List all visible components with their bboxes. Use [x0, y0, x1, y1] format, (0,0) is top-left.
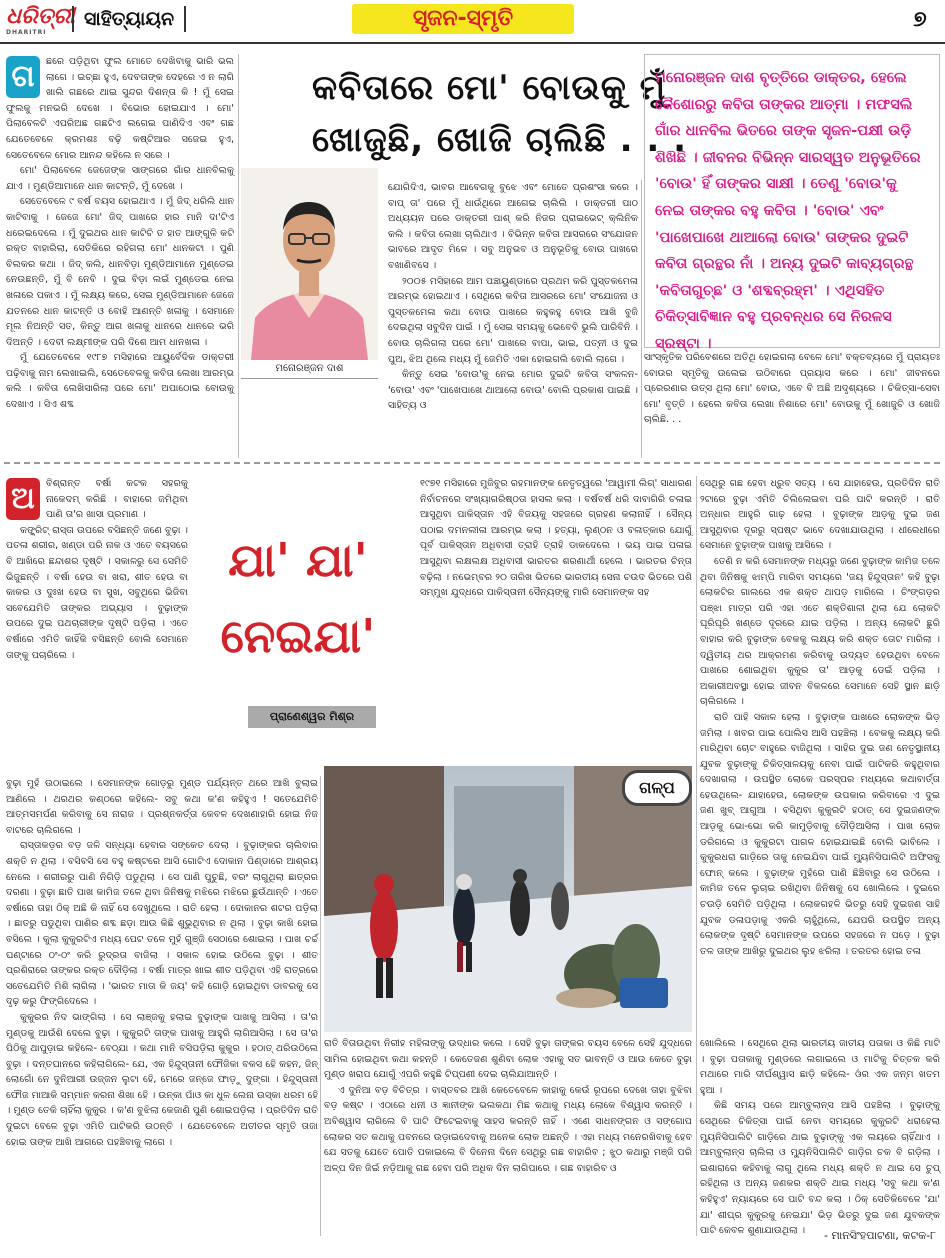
article2-paragraph: ରାତି ପାହି ସକାଳ ହେଲା । ବୁଢ଼ାଙ୍କ ପାଖରେ ଲୋକଙ୍କ ଭିଡ଼ ଜମିଲା । ଖବର ପାଇ ପୋଲିସ ଆସି ପହଞ୍ଚିଲା । ବେକକୁ ଲକ୍ଷ୍ୟ କରି ମାରିଥିବା ଚୋଟ ବାହୁରେ ବାଜିଥିଲା । ସାହିର ଦୁଇ ଜଣ ନେତୃସ୍ଥାନୀୟ ଯୁବକ ବୁଢ଼ାଙ୍କୁ ଚିକିତ୍ସାଳୟକୁ ନେବା ପାଇଁ ପାଟିକରି କହୁଥିବାର ଦେଖାଗଲା । ଉପସ୍ଥିତ ଲୋକେ ପରସ୍ପର ମଧ୍ୟରେ କଥାବାର୍ତ୍ତା ହେଉଥିଲେ- ଯାହାହେଉ, ଲୋକଙ୍କ ଉପକାର କରିବାରେ ଏ ଦୁଇ ଜଣ ଖୁବ୍ ଆଗୁଆ । ବସିଥିବା କୁକୁରଟି ହଠାତ୍ ସେ ଦୁଇଜଣଙ୍କ ଆଡ଼କୁ ଭୋ-ଭୋ କରି କାମୁଡ଼ିବାକୁ ଦୌଡ଼ିଆସିଲା । ପାଖ ଲୋକ ଡରିଗଲେ ଓ କୁକୁରଟା ପାଗଳ ହୋଇଯାଇଛି ବୋଲି ଭାବିଲେ । କୁକୁରଧରା ଗାଡ଼ିରେ ତାକୁ ନେଇଯିବା ପାଇଁ ମ୍ୟୁନିସିପାଲିଟି ଅଫିସକୁ ଫୋନ୍ କଲେ । ବୁଢ଼ାଙ୍କ ମୁହଁରେ ପାଣି ଛିଞ୍ଚିବାରୁ ସେ ଉଠିଲେ । କାମିଜ ତଳେ ଲୁଚାଇ ରଖିଥିବା ଜିନିଷକୁ ସେ ଖୋଲିଲେ । ଦୁଇରେ ଚଉଡ଼ି ସେମିତି ପଡ଼ିଥିଲା । ଲୋକଗହଳି ଭିତରୁ ସେହି ଦୁଇଜଣ ସାହି ଯୁବକ ଡଳାପଡ଼ାକୁ ଏକରି ଚାହୁଁଥିଲେ, ଯେପରି ଉପସ୍ଥିତ ଅନ୍ୟ ଲୋକଙ୍କ ଦୃଷ୍ଟି ସେମାନଙ୍କ ଉପରେ ସହଜରେ ନ ପଡ଼େ । ବୁଢ଼ା ତଳ ତାଙ୍କ ଆଖିରୁ ଦୁଇଥର ଲୁହ ଝରିଲା । ତରତର ହୋଇ ତଳା [700, 711, 940, 957]
article2-paragraph: ଖୋଲିଲେ । ସେଥିରେ ଥିଲା ଭାରତୀୟ ଜାତୀୟ ପତାକା ଓ କିଛି ମାଟି । ବୁଢ଼ା ପତାକାକୁ ମୁଣ୍ଡରେ ଲଗାଇଲେ ଓ ମାଟିକୁ ଚିତ୍ତକ କରି ମଥାରେ ମାରି ଦୀର୍ଘଶ୍ୱାସ ଛାଡ଼ି କହିଲେ- ଓଁର ଏକ ଜନ୍ମ ଖତମ ହୁଆ । [700, 1038, 940, 1096]
column-rule [696, 476, 697, 1236]
author-photo-caption: ମନୋରଞ୍ଜନ ଦାଶ [241, 360, 378, 379]
article2-column-2-bottom [324, 1036, 692, 1226]
article1-paragraph: ୨୦୦୫ ମସିହାରେ ଆମ ପଞ୍ଚାୟୁଣ୍ଡାରେ ପ୍ରଥମ କରି ପୁସ୍ତକମେଳା ଆରମ୍ଭ ହୋଇଥାଏ । ସେଥିରେ କବିତା ଆସରରେ ମୋ' ସଂଯୋଜନା ଓ ପୁସ୍ତକମେଳା କଥା ବୋଉ ପାଖରେ କହୁକହୁ ବୋଉ ଆଖି ବୁଜି ଦେଇଥିଲା ସବୁଦିନ ପାଇଁ । ମୁଁ ସେଇ ସମୟକୁ ଭେବେବି ଭୁଲି ପାରିବିନି । ବୋଉ ଚାଲିଗଲା ପରେ ମୋ' ପାଖରେ ବାପା, ଭାଇ, ପତ୍ନୀ ଓ ଦୁଇ ପୁଅ, ଝିଅ ଥିଲେ ମଧ୍ୟ ମୁଁ ଜେମିତି ଏକା ହୋଇଗଲି ବୋଲି ଲାଗେ । [388, 275, 638, 365]
article1-drop-cap: ଗ [6, 56, 40, 98]
page-number: ୭ [913, 7, 927, 32]
newspaper-logo: ଧରିତ୍ରୀ DHARITRI [6, 4, 75, 36]
article1-column-3 [644, 350, 940, 458]
article2-drop-cap: ଅ [6, 478, 40, 520]
article2-column-2 [420, 476, 692, 760]
article1-pull-quote: ମନୋରଞ୍ଜନ ଦାଶ ବୃତ୍ତିରେ ଡାକ୍ତର, ହେଲେ କୈଶୋରରୁ କବିତା ତାଙ୍କର ଆତ୍ମା । ମଫସଲି ଗାଁର ଧାନବିଲ ଭିତରେ ତାଙ୍କ ସୃଜନ-ପକ୍ଷୀ ଉଡ଼ି ଶିଖିଛି । ଜୀବନର ବିଭିନ୍ନ ସାରସ୍ୱତ ଅନୁଭୂତିରେ 'ବୋଉ' ହିଁ ତାଙ୍କର ସାକ୍ଷୀ । ତେଣୁ 'ବୋଉ'କୁ ନେଇ ତାଙ୍କର ବହୁ କବିତା । 'ବୋଉ' ଏବଂ 'ପାଖେପାଖେ ଥାଆଲୋ ବୋଉ' ତାଙ୍କର ଦୁଇଟି କବିତା ଗ୍ରନ୍ଥର ନାଁ । ଅନ୍ୟ ଦୁଇଟି କାବ୍ୟଗ୍ରନ୍ଥ 'କବିତାଗୁଚ୍ଛ' ଓ 'ଶବ୍ଦବ୍ରହ୍ମ' । ଏଥିସହିତ ଚିକିତ୍ସାବିଜ୍ଞାନ ବହୁ ପ୍ରବନ୍ଧର ସେ ନିରଳସ ସ୍ରଷ୍ଟା । [644, 54, 940, 348]
article1-paragraph: ଛରେ ପଡ଼ିଥିବା ଫୁଲ ମୋତେ ଦେଖିବାକୁ ଭାରି ଭଲ ଲାଗେ । ଇଚ୍ଛା ହୁଏ, ଦେବତାଙ୍କ ଦେହରେ ଏ ନ ଲାଗି ଖାଲି ଗଛରେ ଥାଇ ସୁନ୍ଦର ଦିଶନ୍ତା କି ! ମୁଁ ସେଇ ଫୁଲକୁ ମନଭରି ଦେଖେ । ବିଭୋର ହୋଇଯାଏ । ମୋ' ପିଲାବେଳଟି ଏପରିଅଛ ଗଛଟିଏ ଲଗେଇ ପାଣିଦିଏ ଏବଂ ଗଛ ଯେତେବେଳେ କ୍ରମଶଃ ବଢ଼ି କଷ୍ଟିଆର ସଜେଇ ହୁଏ, ସେତେବେଳେ ମୋର ଆନନ୍ଦ କହିଲେ ନ ସରେ । [6, 56, 234, 161]
article2-paragraph: କିଛି ସମୟ ପରେ ଆମ୍ବୁଲାନ୍ସ ଆସି ପହଞ୍ଚିଲା । ବୁଢ଼ାଙ୍କୁ ସେଥିରେ ଚିକିତ୍ସା ପାଇଁ ନେବା ସମୟରେ କୁକୁରଟି ଧରାହେଲା ମ୍ୟୁନିସିପାଲିଟି ଗାଡ଼ିରେ ଥାଇ ବୁଢ଼ାଙ୍କୁ ଏକ ଲୟରେ ଚାହିଁଥାଏ । ଆମ୍ବୁଲାନ୍ସ ଚାଲିଲା ଓ ମ୍ୟୁନିସିପାଲିଟି ଗାଡ଼ିର ଚକ ବି ଗଡ଼ିଲା । ଇଶାରାରେ କହିବାକୁ ଲାଗୁ ଥିଲେ ମଧ୍ୟ ଶକ୍ତି ନ ଥାଇ ସେ ଚୁପ୍ ରହିଥିଲା ଓ ଅନ୍ୟ ଜଣକର ଶକ୍ତି ଥାଇ ମଧ୍ୟ 'ସବୁ କଥା କ'ଣ କହିହୁଏ' ନ୍ୟାୟରେ ସେ ପାଟି ବନ୍ଦ କଲା । ଠିକ୍ ସେତିକିବେଳେ 'ଯା' ଯା' ଶୀଘ୍ର କୁକୁରକୁ ନେଇଯା' ଭିଡ଼ ଭିତରୁ ଦୁଇ ଜଣ ଯୁବକଙ୍କ ପାଟି କେବଳ ଶୁଣାଯାଉଥିଲା । [700, 1100, 940, 1237]
author-photo [241, 168, 378, 360]
article1-paragraph: ମୁଁ ଯେତେବେଳେ ୧୯୮୭ ମସିହାରେ ଆୟୁର୍ବେଦିକ ଡାକ୍ତରୀ ପଢ଼ିବାକୁ ନାମ ଲେଖାଇଲି, ସେତେବେଳକୁ କବିତା ଲେଖା ଆରମ୍ଭ କଲି । କବିତା ଲେଖିସାରିଲା ପରେ ମୋ' ଅପାଠୋଇ ବୋଉକୁ ଦେଖାଏ । ସିଏ ଶବ୍ଦ [6, 352, 234, 411]
column-rule [641, 180, 642, 458]
article2-paragraph: କୁକୁରର ନିଦ ଭାଙ୍ଗିଲା । ସେ ଲାଞ୍ଜକୁ ହଲାଇ ବୁଢ଼ାଙ୍କ ପାଖକୁ ଆସିଲା । ତା'ର ମୁଣ୍ଡକୁ ଆଉଁଶି ଦେଲେ ବୁଢ଼ା । କୁକୁରଟି ତାଙ୍କ ପାଖକୁ ଆହୁରି ଲାଗିଆସିଲା । ସେ ତା'ର ପିଠିକୁ ଥାପୁଡ଼ାଇ କହିଲେ- ବେଠ୍‌ଯା । କଥା ମାନି ବସିପଡ଼ିଲା କୁକୁର । ହଠାତ୍ ଥରିଉଠିଲେ ବୁଢ଼ା । ଦନ୍ତଘାନରେ କହିଲାଗିଲେ- ଯେ, ଏକ ହିନ୍ଦୁସ୍ତାନୀ ଫୌଜିକା ବକସ ହେି କହନ, ଜିନ୍ ଲୋଗୋଁ ନେ ଦୁନିଆରୀ ଉଜ୍ଜନ ଲୁଟା ହେି, ମେରେ ଜନ୍ଜେ ଫାଡ଼ୁ ଦୁଙ୍ଗା । ହିନ୍ଦୁସ୍ତାନୀ ଫୌଜ ମାଆକି ସମ୍ମାନ କରନା ଶିଖା ହେି । ଉନ୍କା ପାଁଓ କା ଧୁଳ ଲେନା ଉସ୍କା ଧରମ ହେି । ମୁଣ୍ଡ ତେକି ଚାହିଁଲା କୁକୁର । କ'ଣ ବୁଝିଲା କେଜାଣି ପୁଣି ଶୋଇପଡ଼ିଲା । ପ୍ରତିଦିନ ରାତି ଦୁଇଟା ବେଳେ ବୁଢ଼ା ଏମିତି ପାଟିକରି ଉଠନ୍ତି । ଯେତେବେଳେ ଅତୀତର ସ୍ମୃତି ତାଜା ହୋଇ ତାଙ୍କ ଆଖି ଆଗରେ ପହଞ୍ଚିବାକୁ ଲାଗେ । [6, 1011, 318, 1148]
article2-paragraph: ରାସ୍ତାକଡ଼ର ବଡ଼ ଜଳି ସନ୍ଧ୍ୟା ହେବାର ସଙ୍କେତ ଦେଲା । ବୁଢ଼ାଙ୍କର ଚାଲିବାର ଶକ୍ତି ନ ଥିଲା । ବସିବସି ସେ ବହୁ କଷ୍ଟରେ ଆସି ଗୋଟିଏ ଦୋକାନ ପିଣ୍ଡାରେ ଆଶ୍ରୟ ନେଲେ । ଶରୀରରୁ ପାଣି ନିଗିଡ଼ି ପଡୁଥିଲା । ସେ ପାଣି ପୁଚୁଛି, ବରଂ ଲାଗୁଥିଲା ଛାତ୍ରର ଦରଣା । ବୁଢ଼ା ଛାତି ପାଖ କାମିଜ ତଳେ ଥିବା ଜିନିଷକୁ ମଝିରେ ମଝିରେ ଛୁଉଁଥାନ୍ତି । ଏତେ ବର୍ଷାରେ ତାହା ଠିକ୍ ଅଛି କି ନାହିଁ ସେ ଦେଖୁଥିଲେ । ରାତି ହେଲା । ଦୋକାନର ଶଟର ପଡ଼ିଲା । ଛାତରୁ ପଡୁଥିବା ପାଣିର ଶବ୍ଦ ଛଡ଼ା ଆଉ କିଛି ଶୁଭୁଥିବାର ନ ଥିଲା । ବୁଢ଼ା କାଖି ହୋଇ ବସିଲେ । କୁଲା କୁକୁରଟିଏ ମଧ୍ୟ ପେଟ ତଳେ ମୁହଁ ଗୁଞ୍ଜି ସେଠାରେ ଶୋଇଲା । ପାଖ ଚର୍ଚ୍ଚ ଘଣ୍ଟାରେ ଠଂ-ଠଂ କରି ରୁଦ୍ରତା ବାଜିଲା । ସକାଳ ହୋଇ ଉଠିଲେ ବୁଢ଼ା । ଶୀତ ପ୍ରଶିରାରେ ତାଙ୍କର ରକ୍ତ ଦୌଡ଼ିଲା । ବର୍ଷା ମାତ୍ର ଖାଇ ଶୀତ ପଡ଼ିଥିବା ଏହି ରାତ୍ରରେ ସତେଯେମିତି ମିଶି ଲାଗିଲା । 'ଭାରତ ମାତା କି ଜୟ' କହି ଗୋଡ଼ି ହୋଇଥିବା ଡାବରକୁ ସେ ଦୃଢ଼ କରୁ ଫିଙ୍ଗିଦେଲେ । [6, 840, 318, 1008]
article2-paragraph: ରାତି ବିତାଉଥିବା ନିରୀହ ମହିଳାଙ୍କୁ ଉଦ୍ଧାର କଲେ । ସେହି ବୁଢ଼ା ତାଙ୍କର ବୟସ ବେଳେ ସେହି ଯୁଦ୍ଧରେ ସାମିଲ ହୋଇଥିବା କଥା କହନ୍ତି । କେତେଜଣ ଶୁଣିବା ଲୋକ ଏହାକୁ ସତ ଭାବନ୍ତି ଓ ଆଉ କେତେ ବୁଢ଼ା ମୁଣ୍ଡ ଖରାପ ଯୋଗୁଁ ଏପରି କହୁଛି ଟିପ୍ପଣୀ ଦେଇ ଚାଲିଯାଆନ୍ତି । [324, 1038, 692, 1081]
article2-column-1-top [6, 476, 188, 774]
article2-paragraph: ୧୯୭୧ ମସିହାରେ ମୁଜିବୁର ରହମାନଙ୍କ ନେତୃତ୍ୱରେ 'ଆୱାମୀ ଲିଗ୍' ସାଧାରଣ ନିର୍ବାଚନରେ ସଂଖ୍ୟାଗରିଷ୍ଠତା ହାସଲ କଲା । ବର୍ଷବର୍ଷ ଧରି ଦାବାଗିରି ଚଳାଇ ଆସୁଥିବା ପାକିସ୍ତାନ ଏହି ବିଜୟକୁ ସହଜରେ ଗ୍ରହଣ କଲାନାହିଁ । ସୈନ୍ୟ ପଠାଇ ଦମନଲୀଳା ଆରମ୍ଭ କଲା । ହତ୍ୟା, ଲୁଣ୍ଠନ ଓ ବଳାତ୍କାର ଯୋଗୁଁ ପୂର୍ବ ପାକିସ୍ତାନ ଅଧିବାସୀ ତ୍ରାହି ତ୍ରାହି ଡାକଦେଲେ । ଭୟ ପାଇ ପଳାଇ ଆସୁଥିବା ଲକ୍ଷଲକ୍ଷ ଅଧିବାସୀ ଭାରତର ଶରଣାର୍ଥୀ ହେଲେ । ଭାରତର ଚିନ୍ତା ବଢ଼ିଲା । ନଭେମ୍ବର ୨୦ ତାରିଖ ଭିତରେ ଭାରତୀୟ ସେନା ଚଉଦ ଭିତରେ ପଶି ସମ୍ମୁଖ ଯୁଦ୍ଧରେ ପାକିସ୍ତାନୀ ସୈନ୍ୟଙ୍କୁ ମାରି ସେମାନଙ୍କ ସହ [420, 478, 692, 599]
column-rule [320, 776, 321, 1236]
article1-column-2 [388, 180, 638, 458]
article1-paragraph: କିନ୍ତୁ ସେଇ 'ବୋଉ'କୁ ନେଇ ମୋର ଦୁଇଟି କବିତା ସଂକଳନ- 'ବୋଉ' ଏବଂ 'ପାଖେପାଖେ ଥାଆଲୋ ବୋଉ' ବୋଲି ପ୍ରକାଶ ପାଇଛି । ସାହିତ୍ୟ ଓ [388, 369, 638, 412]
article2-headline-line2: ନେଇଯା' [220, 609, 376, 663]
column-rule [238, 54, 239, 458]
article1-paragraph: ଯୋଗିଦିଏ, ଭାବର ଆବେଗକୁ ବୁଝେ ଏବଂ ମୋତେ ପ୍ରଶଂସା କରେ । ବାପ୍‌ ତା' ପରେ ମୁଁ ଧାଉଁଥିରେ ଆଗେଇ ଚାଲିଲି । ଡାକ୍ତରୀ ପାଠ ଅଧ୍ୟୟନ ପରେ ଡାକ୍ତରୀ ପାଶ୍ କରି ନିଜର ପ୍ରାଇଭେଟ୍ କ୍ଲିନିକ କଲି । କବିତା ଲେଖା ଚାଲିଥାଏ । ବିଭିନ୍ନ କବିତା ଆସରରେ ସଂଯୋଜନ ଭାବରେ ଆଦୃତ ମିଳେ । ସବୁ ଅନୁଭବ ଓ ଅନୁଭୂତିକୁ ବୋଉ ପାଖରେ ବଖାଣିବସେ । [388, 182, 638, 271]
section-divider [4, 462, 940, 464]
article2-paragraph: ବିଶ୍ରାନ୍ତ ବର୍ଷା କଟକ ସହରକୁ ନାକେଦମ୍ କରିଛି । ବାହାରେ ଜମିଥିବା ପାଣି ତା'ର ଖାସା ପ୍ରମାଣ । [46, 478, 188, 521]
article2-paragraph: କଙ୍କ୍ରିଟ୍ ରାସ୍ତା ଉପରେ ବସିଛନ୍ତି ଜଣେ ବୁଢ଼ା । ପତଳା ଶରୀର, ଖଣ୍ଡା ପରି ନାକ ଓ ଏତେ ବୟସରେ ବି ଆଖିରେ ଛନ୍ଦାଶର ଦୃଷ୍ଟି । ସକାଳରୁ ସେ ସେମିତି ଭିଜୁଛନ୍ତି । ବର୍ଷା ହେଉ ବା ଖରା, ଶୀତ ହେଉ ବା କାକର ଓ ଦୁଃଖ ହେଉ ବା ସୁଖ, ସବୁଥିରେ ଭିଜିବା ସବେଯେମିତି ତାଙ୍କର ଅଭ୍ୟାସ । ବୁଢ଼ାଙ୍କ ଉପରେ ଦୁଇ ପଥଚାରୀଙ୍କ ଦୃଷ୍ଟି ପଡ଼ିଲା । ଏତେ ବର୍ଷାରେ ଏମିତି କାହିଁକି ବସିଛନ୍ତି ବୋଲି ସେମାନେ ତାଙ୍କୁ ପଚାରିଲେ । [6, 524, 188, 661]
section-title: ସାହିତ୍ୟାୟନ [72, 6, 186, 32]
article2-column-1 [6, 776, 318, 1224]
article1-paragraph: ମୋ' ପିଲାବେଳେ ଜେଜେଙ୍କ ସାଙ୍ଗରେ ଗାଁର ଧାନବିଲକୁ ଯାଏ । ମୁଣ୍ଡିଆମାନେ ଧାନ କାଟନ୍ତି, ମୁଁ ଦେଖେ । [6, 165, 234, 192]
article2-paragraph: ତେଣି ନ କରି ସେମାନଙ୍କ ମଧ୍ୟରୁ ଜଣେ ବୁଢ଼ାଙ୍କ କାମିଜ ତଳେ ଥିବା ଜିନିଷକୁ ଝାମ୍ପି ମାରିବା ସମୟରେ 'ଜୟ ହିନ୍ଦୁସ୍ତାନ' କହି ବୁଢ଼ା ଲୋକଟିର ଗାଲରେ ଏକ ଶକ୍ତ ଥାପଡ଼ ମାରିଲେ । ଚିଂଙ୍ଗଡ଼ର ପଞ୍ଝା ମାତ୍ର ପରି ଏହା ଏତେ ଶକ୍ତିଶାଳୀ ଥିଲା ଯେ ଲୋକଟି ଘୂରିଘୂରି ଖଣ୍ଡେ ଦୂରରେ ଯାଇ ପଡ଼ିଲା । ଅନ୍ୟ ଲୋକଟି ଛୁରି ବାହାର କରି ବୁଢ଼ାଙ୍କ ବେକକୁ ଲକ୍ଷ୍ୟ କରି ଶକ୍ତ ତୋଟ ମାରିଲା । ଦ୍ୱିତୀୟ ଥର ଆକ୍ରମଣ କରିବାକୁ ଉଦ୍ୟତ ହେଉଥିବା ବେଳେ ପାଖରେ ଶୋଇଥିବା କୁକୁର ତା' ଆଡ଼କୁ ଡେଇଁ ପଡ଼ିଲା । ଅକାରୀଅବସ୍ଥା ହୋଇ ଜୀବନ ବିକଳରେ ସେମାନେ ସେହି ସ୍ଥାନ ଛାଡ଼ି ଚାଲିଗଲେ । [700, 555, 940, 708]
author-location-signature: - ମାନସିଂହପାଟଣା, କଟକ-୮ [824, 1229, 936, 1242]
article2-paragraph: ସେଥିରୁ ଗଛ ହେବା ଧ୍ରୁବ ସତ୍ୟ । ସେ ଯାହାହେଉ, ପ୍ରତିଦିନ ରାତି ୨ଟାରେ ବୁଢ଼ା ଏମିତି ଚିଲିଲେଇବା ପରି ପାଟି କରନ୍ତି । ରାତି ଅନ୍ଧାର ଆହୁରି ଗାଢ଼ ହେଲା । ବୁଢ଼ାଙ୍କ ଆଡ଼କୁ ଦୁଇ ଜଣ ଆସୁଥିବାର ଦୂରରୁ ସ୍ପଷ୍ଟ ଭାବେ ଦେଖାଯାଉଥିଲା । ଧୀରେଧୀରେ ସେମାନେ ବୁଢ଼ାଙ୍କ ପାଖକୁ ଆସିଲେ । [700, 478, 940, 552]
article2-headline [188, 522, 408, 682]
article1-column-1 [6, 54, 234, 458]
article2-paragraph: ଏ ଦୁନିଆ ବଡ଼ ବିଚିତ୍ର । ବାସ୍ତବର ଆଖି କେତେବେଳେ କାହାକୁ କେଉଁ ରୂପରେ ଦେଖେ ତାହା ବୁଝିବା ବଡ଼ କଷ୍ଟ । ଏଠାରେ ଧନୀ ଓ ଜ୍ଞାନୀଙ୍କ ଭଲକଥା ମିଛ କଥାକୁ ମଧ୍ୟ ଲୋକେ ବିଶ୍ୱାସ କରନ୍ତି । ଅବିଶ୍ୱାସ ଲାଗିଲେ ବି ପାଟି ଫିଟେଇବାକୁ ସାହସ କରନ୍ତି ନାହିଁ । ଏଣେ ସାଧନଙ୍ଗନ ଓ ସଙ୍ଗୋପ ଲୋକର ସତ କଥାକୁ ପବନରେ ଉଡ଼ାଇଦେବାକୁ ଅନେକ ଲୋକ ଅଛନ୍ତି । ଏହା ମଧ୍ୟ ମନେରଖିବାକୁ ହେବ ଯେ ସତକୁ ଯେତେ ପୋତି ପକାଇଲେ ବି ଦିନେନା ଦିନେ ସେଥିରୁ ଗଛ ବାହାରିବ ; ଝୁଠ କଥାରୁ ମଞ୍ଜି ପରି ଅଳ୍ପ ଦିନ ଜିଇଁ ନଡ଼ିଆକୁ ଗଛ ହେବା ପରି ଅଧିକ ଦିନ ଲାଗିପାରେ । ଗଛ ବାହାରିବ ଓ [324, 1084, 692, 1174]
section-banner: ସୃଜନ-ସ୍ମୃତି [352, 4, 574, 34]
article2-column-3 [700, 476, 940, 1032]
article2-paragraph: ବୁଢ଼ା ମୁହଁ ଉଠାଇଲେ । ସେମାନଙ୍କ ଗୋଡ଼ରୁ ମୁଣ୍ଡ ପର୍ଯ୍ୟନ୍ତ ଥରେ ଆଖି ବୁଲାଇ ଆଣିଲେ । ଥରଥର କଣ୍ଠରେ କହିଲେ- ସବୁ କଥା କ'ଣ କହିହୁଏ ! ସତେଯେମିତି ଆତ୍ମସମର୍ପଣ କରିବାକୁ ସେ ନାରାଜ । ପ୍ରଶ୍ନକର୍ତ୍ତା କେବଳ ଦେଖଣାହାରି ହୋଇ ନିଜ ବାଟରେ ଚାଲିଗଲେ । [6, 778, 318, 836]
article1-paragraph: ସାଂସ୍କୃତିକ ପରିବେଶରେ ଅତିଥି ହୋଇଗଲା ବେଳେ ମୋ' ବକ୍ତବ୍ୟରେ ମୁଁ ପ୍ରାୟତଃ ବୋଉର ସ୍ମୃତିକୁ ଉଲେଇ ଉଠିବାରେ ପ୍ରୟାସ କରେ । ମୋ' ଜୀବନରେ ପ୍ରେରଣାର ଉତ୍ସ ଥିଲା ମୋ' ବୋଉ, ଏବେ ବି ଅଛି ଅଦୃଶ୍ୟରେ । ଚିକିତ୍ସା-ସେବା ମୋ' ବୃତ୍ତି । ହେଲେ କବିତା ଲେଖା ନିଶାରେ ମୋ' ବୋଉକୁ ମୁଁ ଖୋଜୁଚି ଓ ଖୋଜି ଚାଲିଛି. . . [644, 352, 940, 426]
story-tag: ଗଳ୍ପ [622, 770, 692, 806]
author-byline: ପ୍ରାଣେଶ୍ୱର ମିଶ୍ର [248, 706, 376, 728]
article1-headline-line1: କବିତାରେ ମୋ' ବୋଉକୁ ମୁଁ [312, 68, 667, 108]
article2-headline-line1: ଯା' ଯା' [228, 533, 368, 587]
article1-headline [312, 62, 688, 170]
article1-paragraph: ସେତେବେଳେ ୯ ବର୍ଷ ବୟସ ହୋଇଥାଏ । ମୁଁ ଜିଦ୍ ଧରିଲି ଧାନ କାଟିବାକୁ । ଜେଜେ ମୋ' ଜିଦ୍ ପାଖରେ ହାର ମାନି ଦା'ଟିଏ ଧରେଇଦେଲେ । ମୁଁ ଦୁଇଥର ଧାନ କାଟିଚି ତ ହାତ ଆଙ୍ଗୁଳି କଟି ରକ୍ତ ବାହାରିଲା, ସେତିକିରେ ରହିଗଲା ମୋ' ଧାନକଟା । ପୁଣି ବିଲକର କଥା । ଜିଦ୍ କଲି, ଧାନବିଡ଼ା ମୁଣ୍ଡିଆମାନେ ମୁଣ୍ଡେଇ ନେଉଛନ୍ତି, ମୁଁ ବି ନେବି । ଦୁଇ ବିଡ଼ା ଲଇଁ ମୁଣ୍ଡେଇ ନେଇ ଖଳାରେ ପକାଏ । ମୁଁ ଲକ୍ଷ୍ୟ କରେ, ସେଇ ମୁଣ୍ଡିଆମାନେ ଜେଜେ ଯତନରେ ଧାନ କାଟନ୍ତି ଓ ବୋହି ଆଣନ୍ତି ଖଳାକୁ । ସେମାନେ ମୂଲ ନିଅନ୍ତି ସତ, କିନ୍ତୁ ଆଗ ଖଳାକୁ ଧାନରେ ଧାନରେ ଭରି ଦିଅନ୍ତି । ଦେବୀ ଲକ୍ଷ୍ମୀଙ୍କ ପରି ଦିଶେ ଆମ ଧାନଖଳା । [6, 196, 234, 348]
article1-headline-line2: ଖୋଜୁଛି, ଖୋଜି ଚାଲିଛି . . . [312, 120, 688, 160]
